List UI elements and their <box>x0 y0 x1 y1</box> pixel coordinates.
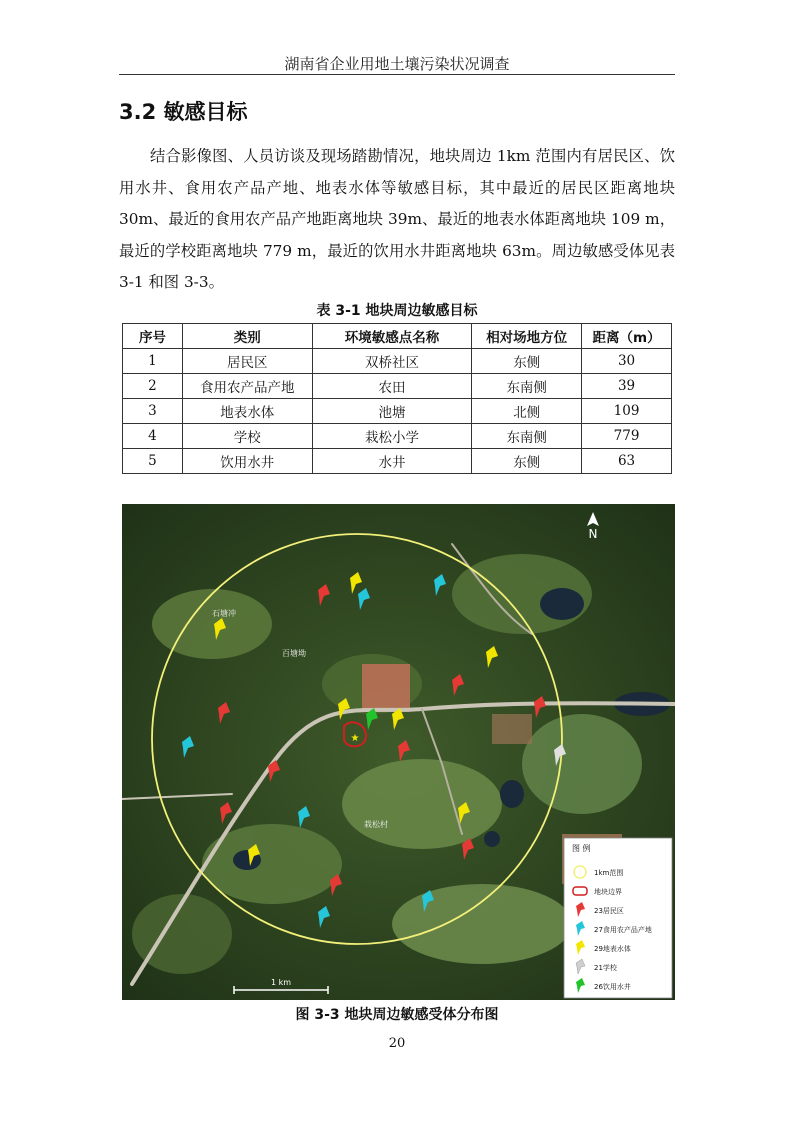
table-cell: 5 <box>123 449 183 474</box>
table-cell: 农田 <box>312 374 472 399</box>
satellite-map-svg <box>122 504 675 1000</box>
table-cell: 学校 <box>182 424 312 449</box>
table-header-cell: 相对场地方位 <box>472 324 582 349</box>
legend-item-label: 27食用农产品产地 <box>594 926 652 934</box>
table-cell: 3 <box>123 399 183 424</box>
body-paragraph: 结合影像图、人员访谈及现场踏勘情况，地块周边 1km 范围内有居民区、饮用水井、食用农产品产地、地表水体等敏感目标，其中最近的居民区距离地块 30m、最近的食用农产品产地距离地块 39m、最近的地表水体距离地块 109 m，最近的学校距离地块 779 m，最近的饮用水井距离地块 63m。周边敏感受体见表 3-1 和图 3-3。 <box>119 147 675 291</box>
table-cell: 饮用水井 <box>182 449 312 474</box>
legend-title: 图 例 <box>572 844 591 853</box>
table-cell: 东侧 <box>472 349 582 374</box>
table-row <box>123 449 672 474</box>
table-cell: 北侧 <box>472 399 582 424</box>
table-cell: 1 <box>123 349 183 374</box>
table-cell: 30 <box>582 349 672 374</box>
table-cell: 63 <box>582 449 672 474</box>
table-row <box>123 349 672 374</box>
legend-item-label: 26饮用水井 <box>594 983 631 991</box>
legend-item-label: 1km范围 <box>594 869 624 877</box>
table-header-cell: 序号 <box>123 324 183 349</box>
sensitive-targets-table <box>122 323 672 474</box>
table-cell: 东侧 <box>472 449 582 474</box>
table-cell: 779 <box>582 424 672 449</box>
table-row <box>123 374 672 399</box>
table-row <box>123 399 672 424</box>
table-cell: 食用农产品产地 <box>182 374 312 399</box>
table-cell: 109 <box>582 399 672 424</box>
place-label: 百塘坳 <box>282 649 306 658</box>
table-cell: 水井 <box>312 449 472 474</box>
table-cell: 池塘 <box>312 399 472 424</box>
place-label: 栽松村 <box>364 820 388 829</box>
page-number: 20 <box>388 1036 406 1051</box>
table-cell: 2 <box>123 374 183 399</box>
table-header-cell: 距离（m） <box>582 324 672 349</box>
legend-item-label: 23居民区 <box>594 907 624 915</box>
sensitive-receptor-map <box>122 504 675 1000</box>
table-header-cell: 类别 <box>182 324 312 349</box>
bare-soil-patch <box>362 664 410 712</box>
table-cell: 东南侧 <box>472 424 582 449</box>
place-label: 石塘冲 <box>212 609 236 618</box>
table-cell: 双桥社区 <box>312 349 472 374</box>
table-row <box>123 424 672 449</box>
table-caption: 表 3-1 地块周边敏感目标 <box>316 303 478 319</box>
site-star-icon: ★ <box>350 733 360 744</box>
scale-label: 1 km <box>270 978 292 987</box>
header-rule <box>119 74 675 75</box>
section-title: 3.2 敏感目标 <box>119 100 248 124</box>
legend-item-label: 29地表水体 <box>594 945 631 953</box>
table-header-row <box>123 324 672 349</box>
figure-caption: 图 3-3 地块周边敏感受体分布图 <box>295 1007 499 1023</box>
table-cell: 居民区 <box>182 349 312 374</box>
table-cell: 地表水体 <box>182 399 312 424</box>
north-label: N <box>588 527 598 541</box>
map-legend <box>564 838 672 998</box>
table-cell: 东南侧 <box>472 374 582 399</box>
legend-item-label: 地块边界 <box>594 888 622 896</box>
table-header-cell: 环境敏感点名称 <box>312 324 472 349</box>
running-header: 湖南省企业用地土壤污染状况调查 <box>284 55 510 73</box>
table-cell: 栽松小学 <box>312 424 472 449</box>
table-cell: 4 <box>123 424 183 449</box>
legend-item-label: 21学校 <box>594 964 617 972</box>
table-cell: 39 <box>582 374 672 399</box>
